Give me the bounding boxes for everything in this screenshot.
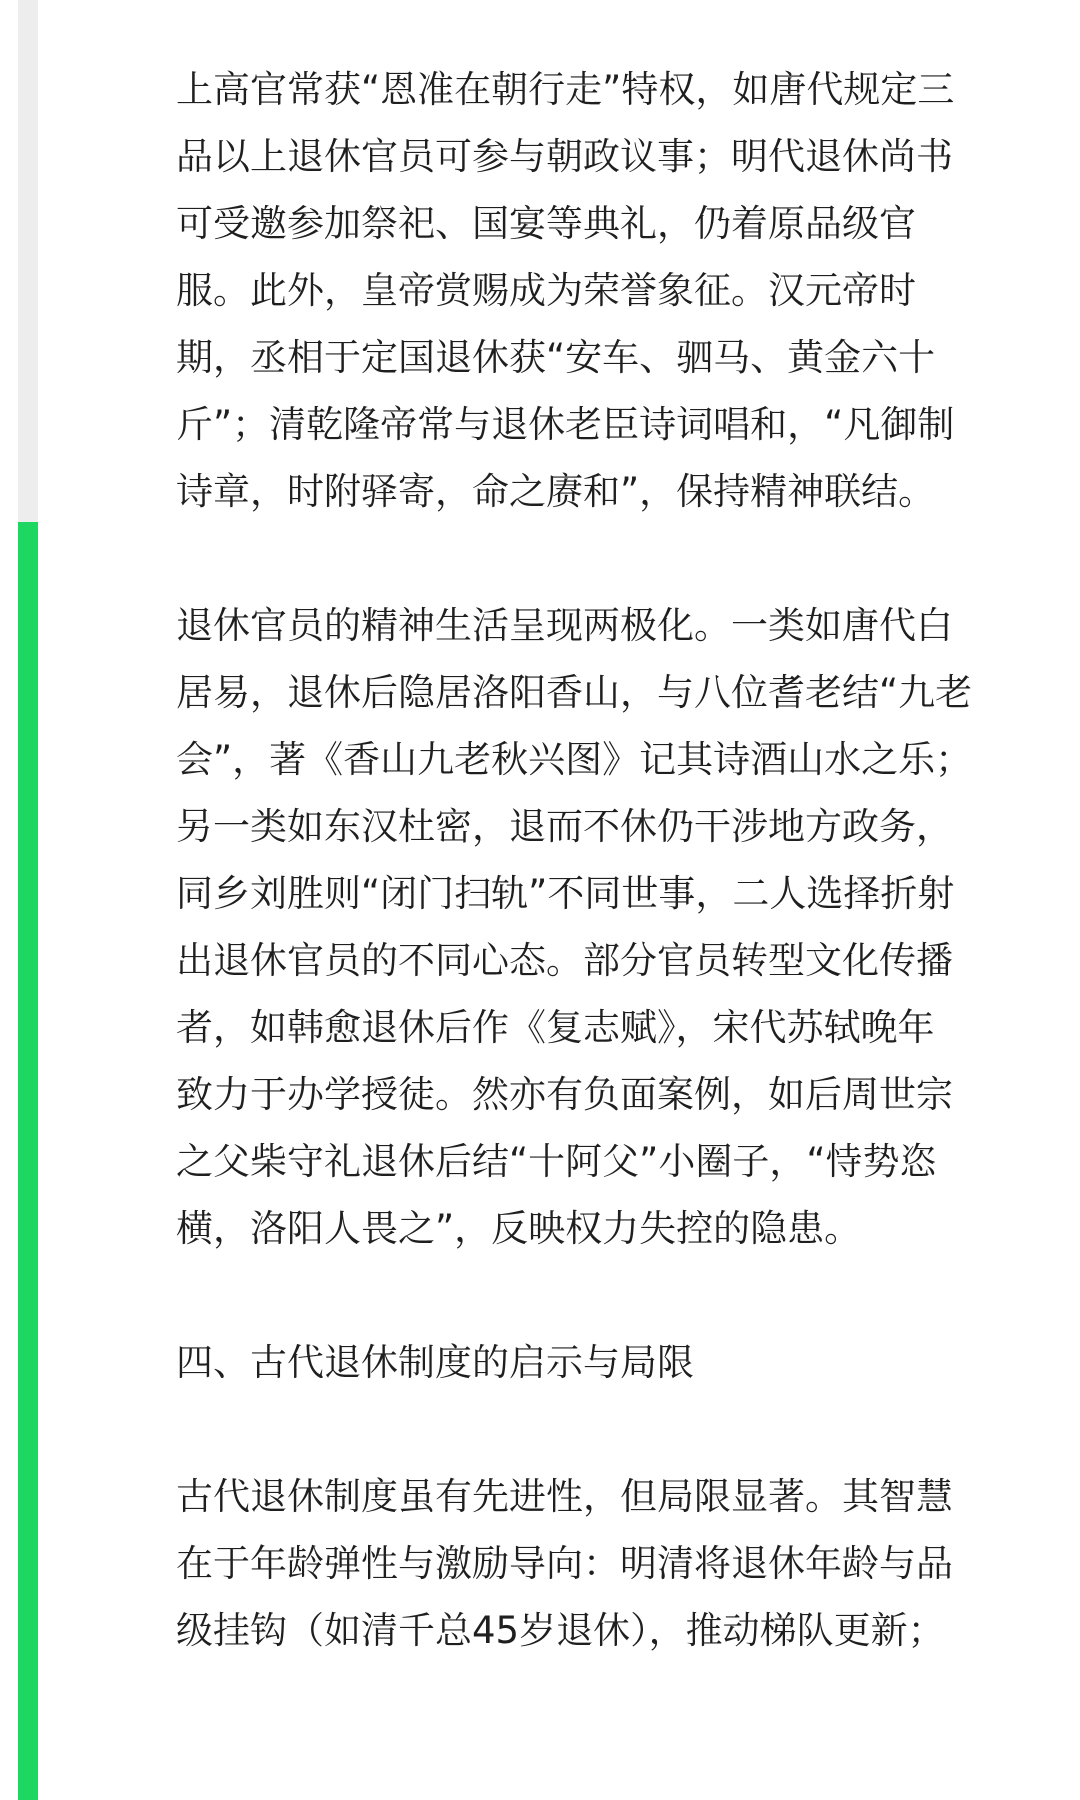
- article-body: [176, 56, 1026, 1664]
- text-line: 在于年龄弹性与激励导向：明清将退休年龄与品: [176, 1542, 953, 1585]
- text-line: 级挂钩（如清千总45岁退休），推动梯队更新；: [176, 1609, 945, 1652]
- reading-progress-fill: [18, 522, 38, 1800]
- text-line: 者，如韩愈退休后作《复志赋》，宋代苏轼晚年: [176, 1006, 935, 1049]
- reading-progress-track: [18, 0, 38, 1800]
- paragraph-gap: [176, 525, 1026, 592]
- text-line: 品以上退休官员可参与朝政议事；明代退休尚书: [176, 135, 953, 178]
- paragraph-privileges: [176, 56, 1026, 525]
- text-line: 古代退休制度虽有先进性，但局限显著。其智慧: [176, 1475, 953, 1518]
- text-line: 居易，退休后隐居洛阳香山，与八位耆老结“九老: [176, 671, 973, 714]
- text-line: 退休官员的精神生活呈现两极化。一类如唐代白: [176, 604, 953, 647]
- text-line: 期，丞相于定国退休获“安车、驷马、黄金六十: [176, 336, 936, 379]
- paragraph-lessons: [176, 1463, 1026, 1664]
- text-line: 致力于办学授徒。然亦有负面案例，如后周世宗: [176, 1073, 953, 1116]
- text-line: 服。此外，皇帝赏赐成为荣誉象征。汉元帝时: [176, 269, 916, 312]
- text-line: 同乡刘胜则“闭门扫轨”不同世事，二人选择折射: [176, 872, 955, 915]
- text-line: 出退休官员的不同心态。部分官员转型文化传播: [176, 939, 953, 982]
- text-line: 诗章，时附驿寄，命之赓和”，保持精神联结。: [176, 470, 936, 513]
- section-heading: 四、古代退休制度的启示与局限: [176, 1341, 694, 1384]
- paragraph-gap: [176, 1262, 1026, 1329]
- text-line: 斤”；清乾隆帝常与退休老臣诗词唱和，“凡御制: [176, 403, 955, 446]
- text-line: 之父柴守礼退休后结“十阿父”小圈子，“恃势恣: [176, 1140, 937, 1183]
- text-line: 可受邀参加祭祀、国宴等典礼，仍着原品级官: [176, 202, 916, 245]
- text-line: 上高官常获“恩准在朝行走”特权，如唐代规定三: [176, 68, 955, 111]
- paragraph-gap: [176, 1396, 1026, 1463]
- paragraph-spiritual-life: [176, 592, 1026, 1262]
- text-line: 会”，著《香山九老秋兴图》记其诗酒山水之乐；: [176, 738, 973, 781]
- text-line: 另一类如东汉杜密，退而不休仍干涉地方政务，: [176, 805, 953, 848]
- text-line: 横，洛阳人畏之”，反映权力失控的隐患。: [176, 1207, 862, 1250]
